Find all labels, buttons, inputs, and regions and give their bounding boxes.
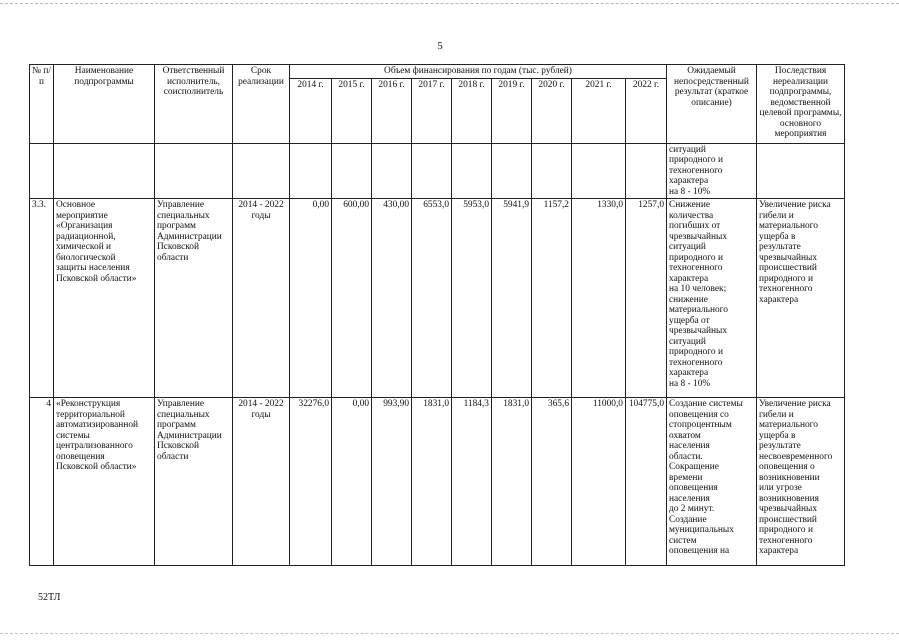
result-cell: ситуаций природного и техногенного характера на 8 - 10% — [667, 143, 757, 199]
header-year: 2014 г. — [290, 78, 332, 143]
header-row-1 — [30, 65, 845, 79]
footer-code: 52ТЛ — [38, 592, 61, 603]
funding-value: 32276,0 — [290, 398, 332, 566]
scan-edge-top — [0, 3, 899, 4]
header-consequences: Последствия нереализации подпрограммы, ведомственной целевой программы, основного мероприятия — [757, 65, 845, 144]
funding-value: 993,90 — [372, 398, 412, 566]
header-year: 2021 г. — [572, 78, 626, 143]
funding-value: 1157,2 — [532, 199, 572, 398]
table-row — [30, 398, 845, 566]
funding-value: 6553,0 — [412, 199, 452, 398]
funding-table — [29, 64, 845, 566]
header-responsible: Ответственный исполнитель, соисполнитель — [155, 65, 233, 144]
header-year: 2016 г. — [372, 78, 412, 143]
term-cell: 2014 - 2022 годы — [233, 398, 290, 566]
header-name: Наименование подпрограммы — [54, 65, 155, 144]
row-number: 4 — [30, 398, 54, 566]
funding-value: 104775,0 — [626, 398, 667, 566]
funding-value: 1831,0 — [492, 398, 532, 566]
term-cell: 2014 - 2022 годы — [233, 199, 290, 398]
result-cell: Создание системы оповещения со стопроцентным охватом населения области. Сокращение времени оповещения населения до 2 минут. Создание муниципальных систем оповещения на — [667, 398, 757, 566]
funding-value: 600,00 — [332, 199, 372, 398]
responsible-cell: Управление специальных программ Администрации Псковской области — [155, 199, 233, 398]
funding-value: 1330,0 — [572, 199, 626, 398]
header-result: Ожидаемый непосредственный результат (краткое описание) — [667, 65, 757, 144]
consequences-cell: Увеличение риска гибели и материального ущерба в результате несвоевременного оповещения о возникновении или угрозе возникновения чрезвычайных происшествий природного и техногенного характера — [757, 398, 845, 566]
funding-value: 1257,0 — [626, 199, 667, 398]
header-year: 2022 г. — [626, 78, 667, 143]
table-row — [30, 199, 845, 398]
funding-value: 11000,0 — [572, 398, 626, 566]
scan-edge-bottom — [0, 633, 899, 634]
header-term: Срок реализации — [233, 65, 290, 144]
funding-value: 430,00 — [372, 199, 412, 398]
row-number: 3.3. — [30, 199, 54, 398]
header-num: № п/п — [30, 65, 54, 144]
page-number: 5 — [437, 40, 443, 52]
header-year: 2017 г. — [412, 78, 452, 143]
header-funding: Объем финансирования по годам (тыс. рублей) — [290, 65, 667, 79]
consequences-cell: Увеличение риска гибели и материального ущерба в результате чрезвычайных происшествий природного и техногенного характера — [757, 199, 845, 398]
header-year: 2019 г. — [492, 78, 532, 143]
funding-value: 0,00 — [332, 398, 372, 566]
funding-value: 1184,3 — [452, 398, 492, 566]
table-row-continuation — [30, 143, 845, 199]
funding-value: 1831,0 — [412, 398, 452, 566]
funding-value: 0,00 — [290, 199, 332, 398]
responsible-cell: Управление специальных программ Администрации Псковской области — [155, 398, 233, 566]
header-year: 2015 г. — [332, 78, 372, 143]
funding-value: 365,6 — [532, 398, 572, 566]
header-year: 2020 г. — [532, 78, 572, 143]
subprogram-name: «Реконструкция территориальной автоматизированной системы централизованного оповещения Псковской области» — [54, 398, 155, 566]
subprogram-name: Основное мероприятие «Организация радиационной, химической и биологической защиты населения Псковской области» — [54, 199, 155, 398]
header-year: 2018 г. — [452, 78, 492, 143]
funding-value: 5953,0 — [452, 199, 492, 398]
funding-value: 5941,9 — [492, 199, 532, 398]
result-cell: Снижение количества погибших от чрезвычайных ситуаций природного и техногенного характера на 10 человек; снижение материального ущерба от чрезвычайных ситуаций природного и техногенного характера на 8 - 10% — [667, 199, 757, 398]
